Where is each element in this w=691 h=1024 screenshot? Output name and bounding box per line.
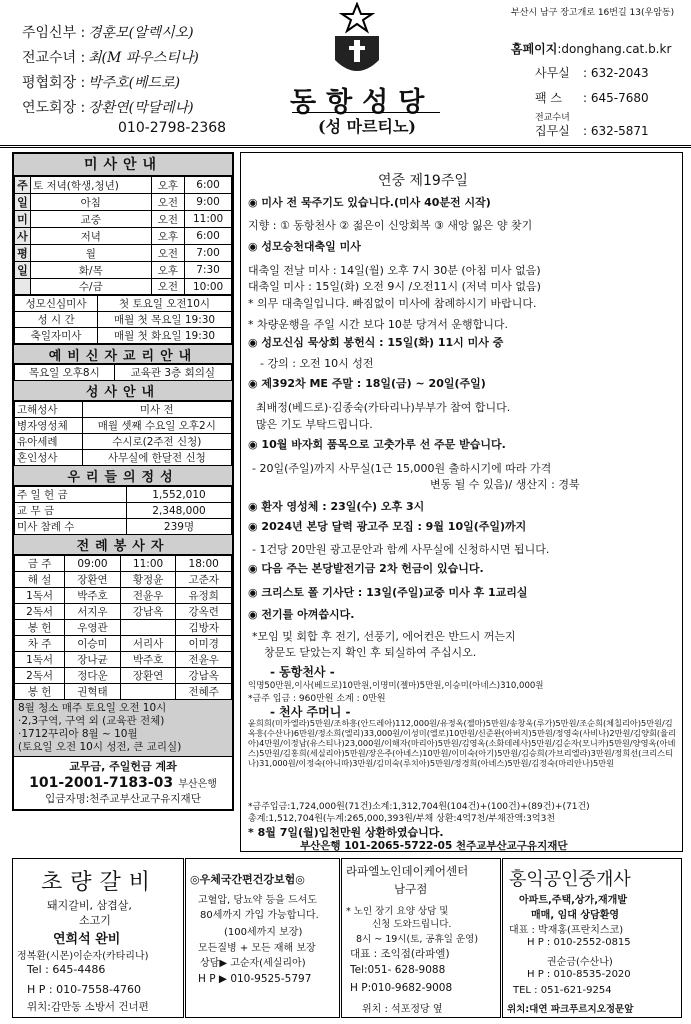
sacrament-table — [14, 401, 232, 466]
table-cell: 7:30 — [185, 262, 232, 279]
mass-title: 미사안내 — [14, 154, 232, 176]
text-line: 홍익공인중개사 — [509, 869, 631, 890]
text-line: ◉ 전기를 아껴씁시다. — [248, 608, 355, 621]
table-cell: 사 — [15, 228, 31, 245]
text-line: ◉ 성모승천대축일 미사 — [248, 240, 361, 253]
contact-room: 집무실 : 632-5871 — [535, 124, 649, 138]
text-line: 권순금(수산나) — [547, 957, 613, 968]
homepage: 홈페이지:donghang.cat.b.kr — [511, 42, 672, 56]
header-row: 주임신부 : 경훈모(알렉시오) — [22, 25, 194, 41]
text-line: 지향 : ① 동항천사 ② 젊은이 신앙회복 ③ 새앙 잃은 양 찾기 — [248, 219, 533, 232]
table-cell: 7:00 — [185, 245, 232, 262]
table-cell: 1독서 — [15, 652, 65, 668]
text-line: 남구점 — [394, 882, 428, 896]
table-cell: 김방자 — [176, 620, 232, 636]
table-cell: 저녁 — [31, 228, 152, 245]
table-cell: 아침 — [31, 194, 152, 211]
text-line: 위치 : 석포정당 옆 — [362, 1004, 443, 1015]
table-cell: 장환연 — [65, 572, 121, 588]
week-title: 연중 제19주일 — [378, 173, 468, 189]
table-cell: 축일자미사 — [15, 328, 98, 344]
table-cell: 전윤우 — [176, 652, 232, 668]
table-cell: 미 — [15, 211, 31, 228]
table-cell: 교육관 3층 회의실 — [114, 365, 231, 381]
text-line: 변동 될 수 있음)/ 생산지 : 경북 — [430, 478, 580, 491]
text-line: 아파트,주택,상가,재개발 — [519, 895, 627, 906]
table-cell: 목요일 오후8시 — [15, 365, 115, 381]
text-line: 창문도 닫았는지 확인 후 퇴실하여 주십시오. — [264, 646, 477, 659]
text-line: 초량갈비 — [41, 870, 159, 895]
text-line: ◉ 다음 주는 본당발전기금 2차 헌금이 있습니다. — [248, 562, 484, 575]
table-cell: 오전 — [151, 211, 185, 228]
text-line: ◉ 2024년 본당 달력 광고주 모집 : 9월 10일(주일)까지 — [248, 520, 527, 533]
text-line: ◉ 제392차 ME 주말 : 18일(금) ~ 20일(주일) — [248, 377, 486, 390]
text-line: *모임 및 회합 후 전기, 선풍기, 에어컨은 반드시 꺼는지 — [252, 630, 516, 643]
table-cell: 오전 — [151, 194, 185, 211]
table-cell: 혼인성사 — [15, 450, 83, 466]
text-line: 대축일 전날 미사 : 14일(월) 오후 7시 30분 (아침 미사 없음) — [248, 264, 541, 277]
church-subtitle: (성 마르티노) — [318, 117, 416, 136]
text-line: TEL : 051-621-9254 — [513, 985, 612, 996]
table-cell: 장환연 — [120, 668, 176, 684]
text-line: 최배정(베드로)·김종숙(카타리나)부부가 참여 합니다. — [256, 401, 511, 414]
table-cell — [15, 279, 31, 295]
text-line: 8시 ~ 19시(토, 공휴일 운영) — [356, 934, 479, 945]
table-cell: 미사 참례 수 — [15, 519, 127, 535]
table-cell: 이미경 — [176, 636, 232, 652]
table-cell: 황정윤 — [120, 572, 176, 588]
text-line: 익명50만원,이사(베드로)10만원,이명미(젤마)5만원,이승미(아네스)310,000원 — [248, 681, 544, 691]
text-line: 소고기 — [79, 914, 111, 927]
table-cell: 매월 첫 목요일 19:30 — [98, 312, 232, 328]
table-cell: 전윤우 — [120, 588, 176, 604]
text-line: 모든질병 + 모든 재해 보장 — [198, 943, 316, 954]
text-line: 부산은행 101-2065-5722-05 천주교부산교구유지재단 — [300, 840, 568, 852]
table-cell: 사무실에 한달전 신청 — [82, 450, 231, 466]
header-phone: 010-2798-2368 — [118, 120, 227, 136]
table-cell: 토 저녁(학생,청년) — [31, 177, 152, 194]
table-cell: 수/금 — [31, 279, 152, 295]
text-line: - 20일(주일)까지 사무실(1근 15,000원 출하시기에 따라 가격 — [252, 462, 552, 475]
text-line: *금주입금:1,724,000원(71건)소계:1,312,704원(104건)+(100건)+(89건)+(71건) — [248, 802, 590, 812]
church-logo — [327, 2, 387, 82]
table-cell: 유정희 — [176, 588, 232, 604]
table-cell: 고해성사 — [15, 402, 83, 418]
table-cell: 6:00 — [185, 228, 232, 245]
ad-galbi — [12, 858, 184, 1018]
cleaning-box: 8월 청소 매주 토요일 오전 10시 ·2,3구역, 구역 외 (교육관 전체) ·1712꾸리아 8월 ~ 10월 (토요일 오전 10시 성전, 큰 교리실) — [14, 700, 232, 757]
text-line: ◉ 크리스토 폴 기사단 : 13일(주일)교중 미사 후 1교리실 — [248, 586, 528, 599]
table-cell: 오후 — [151, 228, 185, 245]
text-line: 매매, 임대 상담환영 — [531, 910, 620, 921]
table-cell: 오후 — [151, 262, 185, 279]
text-line: 상담▶ 고순자(세실리아) — [200, 958, 306, 969]
header-row: 전교수녀 : 최(M 파우스티나) — [22, 50, 199, 66]
mass-table — [14, 176, 232, 295]
table-cell: 봉 헌 — [15, 620, 65, 636]
table-cell: 화/목 — [31, 262, 152, 279]
table-cell: 첫 토요일 오전10시 — [98, 296, 232, 312]
text-line: ◉ 성모신심 묵상회 봉헌식 : 15일(화) 11시 미사 중 — [248, 336, 504, 349]
table-cell: 해 설 — [15, 572, 65, 588]
text-line: ◉ 환자 영성체 : 23일(수) 오후 3시 — [248, 500, 425, 513]
text-line: 돼지갈비, 삼겹살, — [47, 899, 132, 912]
text-line: * 의무 대축일입니다. 빠짐없이 미사에 참례하시기 바랍니다. — [248, 297, 537, 310]
text-line: H P:010-9682-9008 — [350, 982, 453, 994]
table-cell: 일 — [15, 262, 31, 279]
table-cell: 병자영성체 — [15, 418, 83, 434]
table-cell: 11:00 — [120, 556, 176, 572]
table-cell: 오전 — [151, 279, 185, 295]
text-line: 라파엘노인데이케어센터 — [346, 864, 469, 878]
table-cell: 6:00 — [185, 177, 232, 194]
table-cell: 교 무 금 — [15, 503, 127, 519]
table-cell: 평 — [15, 245, 31, 262]
text-line: 대표 : 박재홍(프란치스코) — [509, 925, 624, 936]
table-cell: 10:00 — [185, 279, 232, 295]
address: 부산시 남구 장고개로 16번길 13(우암동) — [511, 8, 675, 18]
text-line: 위치:대연 파크푸르지오정문앞 — [507, 1004, 634, 1015]
table-cell: 239명 — [127, 519, 232, 535]
table-cell: 강옥련 — [176, 604, 232, 620]
ad-realty — [502, 858, 682, 1018]
table-cell: 강남옥 — [176, 668, 232, 684]
header-row: 평협회장 : 박주호(베드로) — [22, 75, 181, 91]
text-line: 대축일 미사 : 15일(화) 오전 9시 /오전11시 (저녁 미사 없음) — [248, 280, 541, 293]
text-line: ◎우체국간편건강보험◎ — [190, 873, 305, 886]
table-cell — [120, 620, 176, 636]
text-line: *금주 입금 : 960만원 소계 : 0만원 — [248, 694, 386, 704]
table-cell: 강남옥 — [120, 604, 176, 620]
table-cell: 수시로(2주전 신청) — [82, 434, 231, 450]
text-line: H P ▶ 010-9525-5797 — [198, 973, 312, 985]
text-line: * 8월 7일(월)입천만원 상환하였습니다. — [248, 826, 444, 839]
table-cell: 이승미 — [65, 636, 121, 652]
table-cell: 월 — [31, 245, 152, 262]
table-cell: 서리사 — [120, 636, 176, 652]
pocket-title: - 천사 주머니 - — [270, 705, 351, 719]
text-line: H P : 010-7558-4760 — [27, 983, 142, 996]
ad-daycare — [341, 858, 501, 1018]
ad-insurance — [185, 858, 340, 1018]
table-cell: 장나균 — [65, 652, 121, 668]
text-line: 정복환(시몬)이순자(카타리나) — [17, 951, 149, 962]
text-line: - 강의 : 오전 10시 성전 — [260, 357, 374, 370]
text-line: 윤희희(미카엘라)5만원/조하흥(안드레아)112,000원/유정옥(젤마)5만원/송창욱(루가)5만원/조순희(체칠리아)5만원/김옥흥(수산나)6만원/정소희(엘리)33,000원/이성미(엘로)10만원/신준완(아버지)5만원/정영숙(사비나)2만원/김양회(율리아)4만원/이정남(유스티나)23,000원/이해자(마리아)5만원/김영옥(소화데레사)5만원/김순자(모니카)5만원/양영옥(아녜스)5만원/김홍희(세실리아)5만원/장은주(아녜스)10만원/이미숙(아기)5만원/김승희(가브리엘라)3만원/정희선(크리스티나)31,000원/이정숙(아니따)3만원/김미숙(루치아)5만원/정경희(아녜스)5만원/김정숙(마리안나)5만원 — [248, 718, 676, 768]
table-cell: 9:00 — [185, 194, 232, 211]
table-cell: 1독서 — [15, 588, 65, 604]
text-line: Tel:051- 628-9088 — [350, 964, 446, 976]
table-cell: 고준자 — [176, 572, 232, 588]
table-cell: 매월 첫 화요일 19:30 — [98, 328, 232, 344]
table-cell: 1,552,010 — [127, 487, 232, 503]
table-cell — [120, 684, 176, 700]
text-line: 신청 도와드립니다. — [372, 919, 452, 930]
table-cell: 정다운 — [65, 668, 121, 684]
church-name: 동항성당 — [290, 87, 435, 118]
text-line: Tel : 645-4486 — [27, 963, 106, 976]
altar-table — [14, 555, 232, 700]
text-line: ◉ 10월 바자회 품목으로 고춧가루 선 주문 받습니다. — [248, 438, 506, 451]
angel-title: - 동항천사 - — [270, 665, 335, 679]
finance-table — [14, 486, 232, 535]
text-line: * 노인 장기 요양 상담 및 — [346, 906, 449, 917]
text-line: H P : 010-2552-0815 — [527, 937, 631, 948]
text-line: ◉ 미사 전 묵주기도 있습니다.(미사 40분전 시작) — [248, 196, 491, 209]
nun-label: 전교수녀 — [535, 113, 570, 123]
table-cell: 오후 — [151, 177, 185, 194]
mass-box — [12, 152, 234, 811]
text-line: 위치:감만동 소방서 건너편 — [27, 1001, 149, 1013]
table-cell: 미사 전 — [82, 402, 231, 418]
table-cell: 교중 — [31, 211, 152, 228]
table-cell: 2,348,000 — [127, 503, 232, 519]
header — [0, 0, 691, 150]
sacrament-title: 성사안내 — [14, 381, 232, 401]
text-line: 80세까지 가입 가능합니다. — [200, 910, 319, 921]
table-cell: 금 주 — [15, 556, 65, 572]
table-cell: 11:00 — [185, 211, 232, 228]
header-row: 연도회장 : 장환연(막달레나) — [22, 100, 194, 116]
account-box: 교무금, 주일헌금 계좌 101-2001-7183-03 부산은행 입금자명:천주교부산교구유지재단 — [29, 760, 217, 805]
contact-fax: 팩 스 : 645-7680 — [535, 91, 649, 105]
contact-office: 사무실 : 632-2043 — [535, 66, 649, 80]
table-cell: 09:00 — [65, 556, 121, 572]
table-cell: 봉 헌 — [15, 684, 65, 700]
table-cell: 2독서 — [15, 668, 65, 684]
table-cell: 오전 — [151, 245, 185, 262]
altar-title: 전례봉사자 — [14, 535, 232, 555]
text-line: * 차량운행을 주일 시간 보다 10분 당겨서 운행합니다. — [248, 318, 508, 331]
table-cell: 차 주 — [15, 636, 65, 652]
text-line: 많은 기도 부탁드립니다. — [256, 418, 373, 431]
text-line: (100세까지 보장) — [224, 927, 303, 938]
table-cell: 권혁태 — [65, 684, 121, 700]
catechism-title: 예비신자교리안내 — [14, 344, 232, 364]
table-cell: 박주호 — [120, 652, 176, 668]
table-cell: 유아세례 — [15, 434, 83, 450]
text-line: - 1건당 20만원 광고문안과 함께 사무실에 신청하시면 됩니다. — [252, 543, 550, 556]
table-cell: 일 — [15, 194, 31, 211]
table-cell: 전혜주 — [176, 684, 232, 700]
table-cell: 성 시 간 — [15, 312, 98, 328]
text-line: H P : 010-8535-2020 — [527, 969, 631, 980]
text-line: 연희석 완비 — [53, 932, 121, 947]
text-line: 고혈압, 당뇨약 등을 드셔도 — [198, 895, 317, 906]
table-cell: 주 일 헌 금 — [15, 487, 127, 503]
table-cell: 주 — [15, 177, 31, 194]
table-cell: 매월 셋째 수요일 오후2시 — [82, 418, 231, 434]
table-cell: 18:00 — [176, 556, 232, 572]
table-cell: 성모신심미사 — [15, 296, 98, 312]
table-cell: 박주호 — [65, 588, 121, 604]
text-line: 대표 : 조익점(라파엘) — [350, 948, 450, 960]
text-line: 총계:1,512,704원(누계:265,000,393원/부채 상환:4억7천/부채잔액:3억3천 — [248, 814, 556, 824]
table-cell: 2독서 — [15, 604, 65, 620]
table-cell: 서지우 — [65, 604, 121, 620]
table-cell: 우영관 — [65, 620, 121, 636]
finance-title: 우리들의정성 — [14, 466, 232, 486]
